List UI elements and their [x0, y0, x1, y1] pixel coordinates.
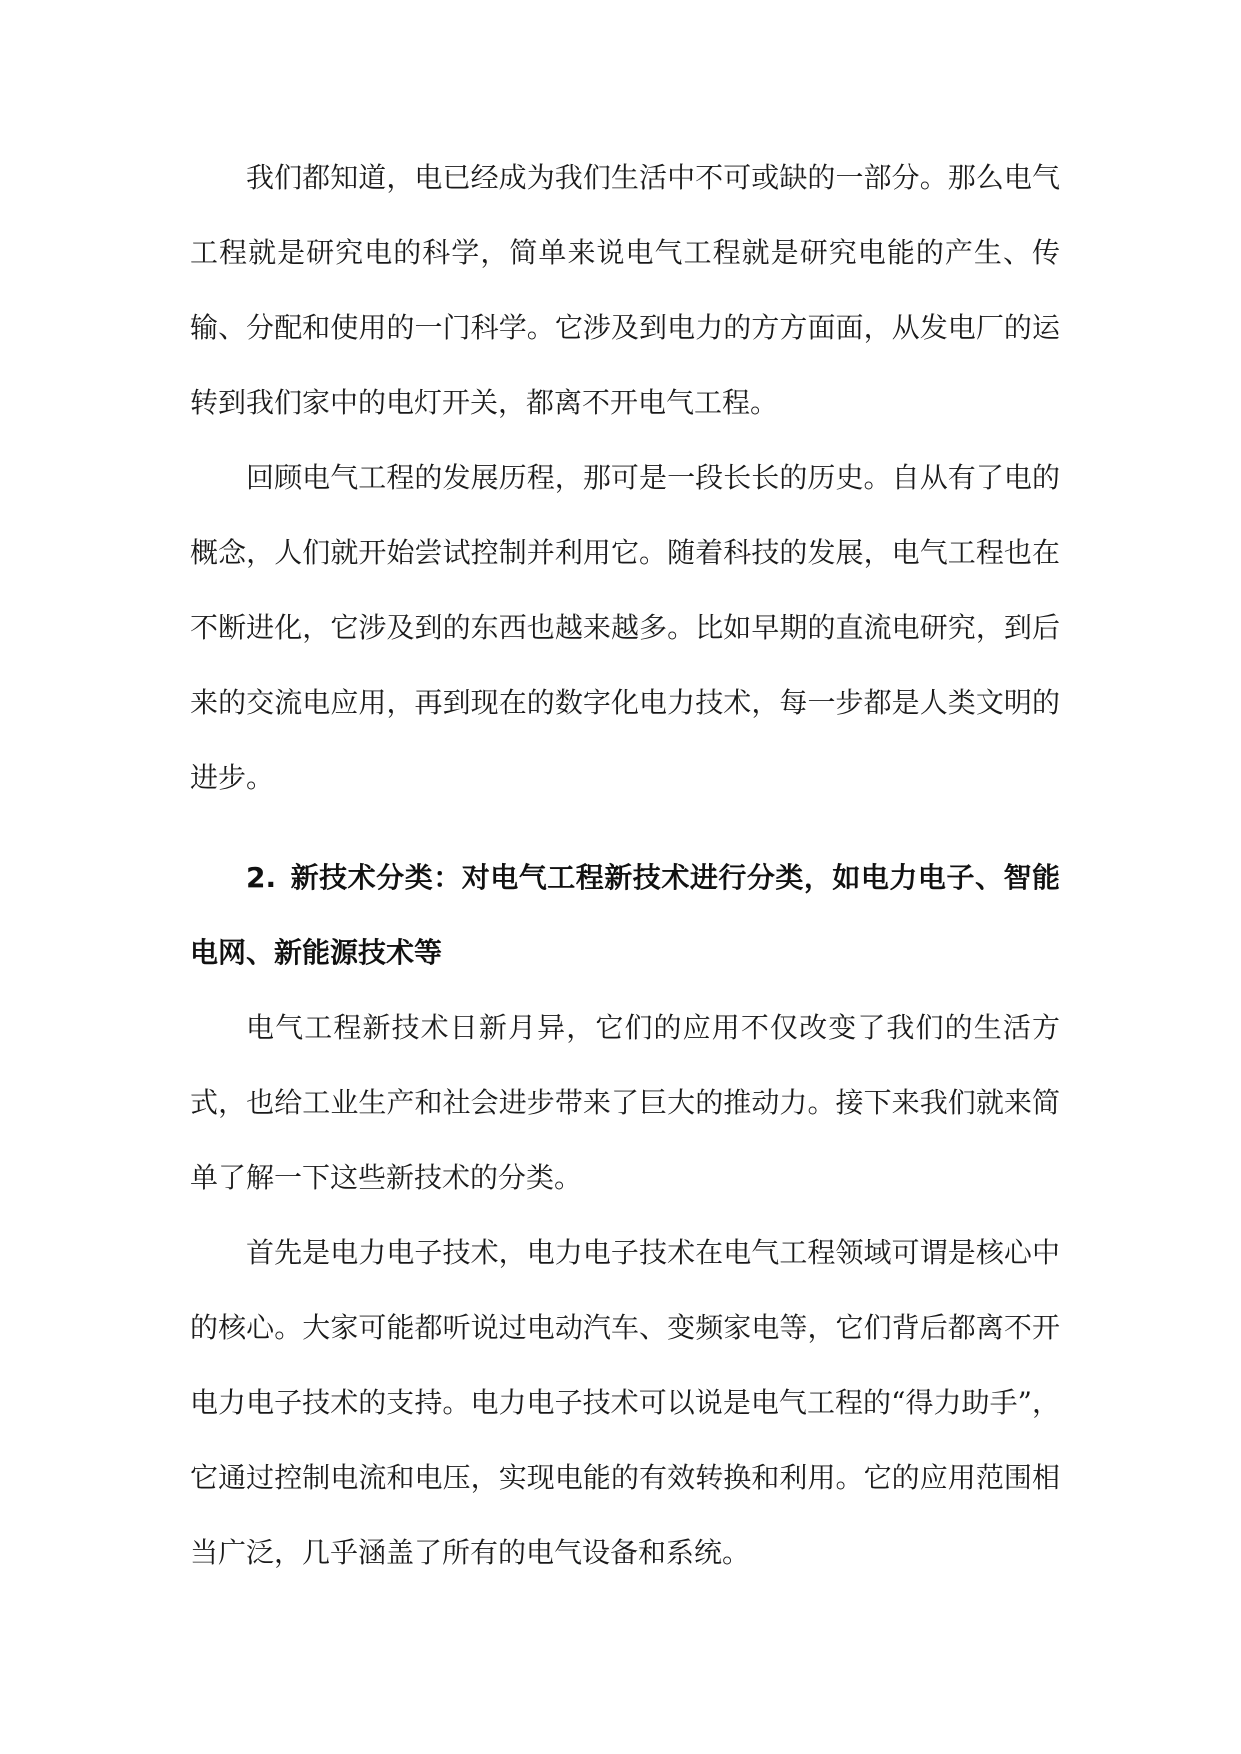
paragraph-intro: 我们都知道，电已经成为我们生活中不可或缺的一部分。那么电气工程就是研究电的科学，简单来说电气工程就是研究电能的产生、传输、分配和使用的一门科学。它涉及到电力的方方面面，从发电厂的运转到我们家中的电灯开关，都离不开电气工程。: [190, 161, 1060, 419]
section-title: 新技术分类：对电气工程新技术进行分类，如电力电子、智能电网、新能源技术等: [190, 861, 1060, 969]
section-heading: [190, 840, 1060, 990]
paragraph-power-electronics: 首先是电力电子技术，电力电子技术在电气工程领域可谓是核心中的核心。大家可能都听说过电动汽车、变频家电等，它们背后都离不开电力电子技术的支持。电力电子技术可以说是电气工程的“得力助手”，它通过控制电流和电压，实现电能的有效转换和利用。它的应用范围相当广泛，几乎涵盖了所有的电气设备和系统。: [190, 1236, 1060, 1569]
section-number: 2.: [246, 861, 277, 894]
paragraph-overview: 电气工程新技术日新月异，它们的应用不仅改变了我们的生活方式，也给工业生产和社会进步带来了巨大的推动力。接下来我们就来简单了解一下这些新技术的分类。: [190, 1011, 1060, 1194]
document-body: [190, 140, 1060, 1590]
paragraph-history: 回顾电气工程的发展历程，那可是一段长长的历史。自从有了电的概念，人们就开始尝试控制并利用它。随着科技的发展，电气工程也在不断进化，它涉及到的东西也越来越多。比如早期的直流电研究，到后来的交流电应用，再到现在的数字化电力技术，每一步都是人类文明的进步。: [190, 461, 1060, 794]
